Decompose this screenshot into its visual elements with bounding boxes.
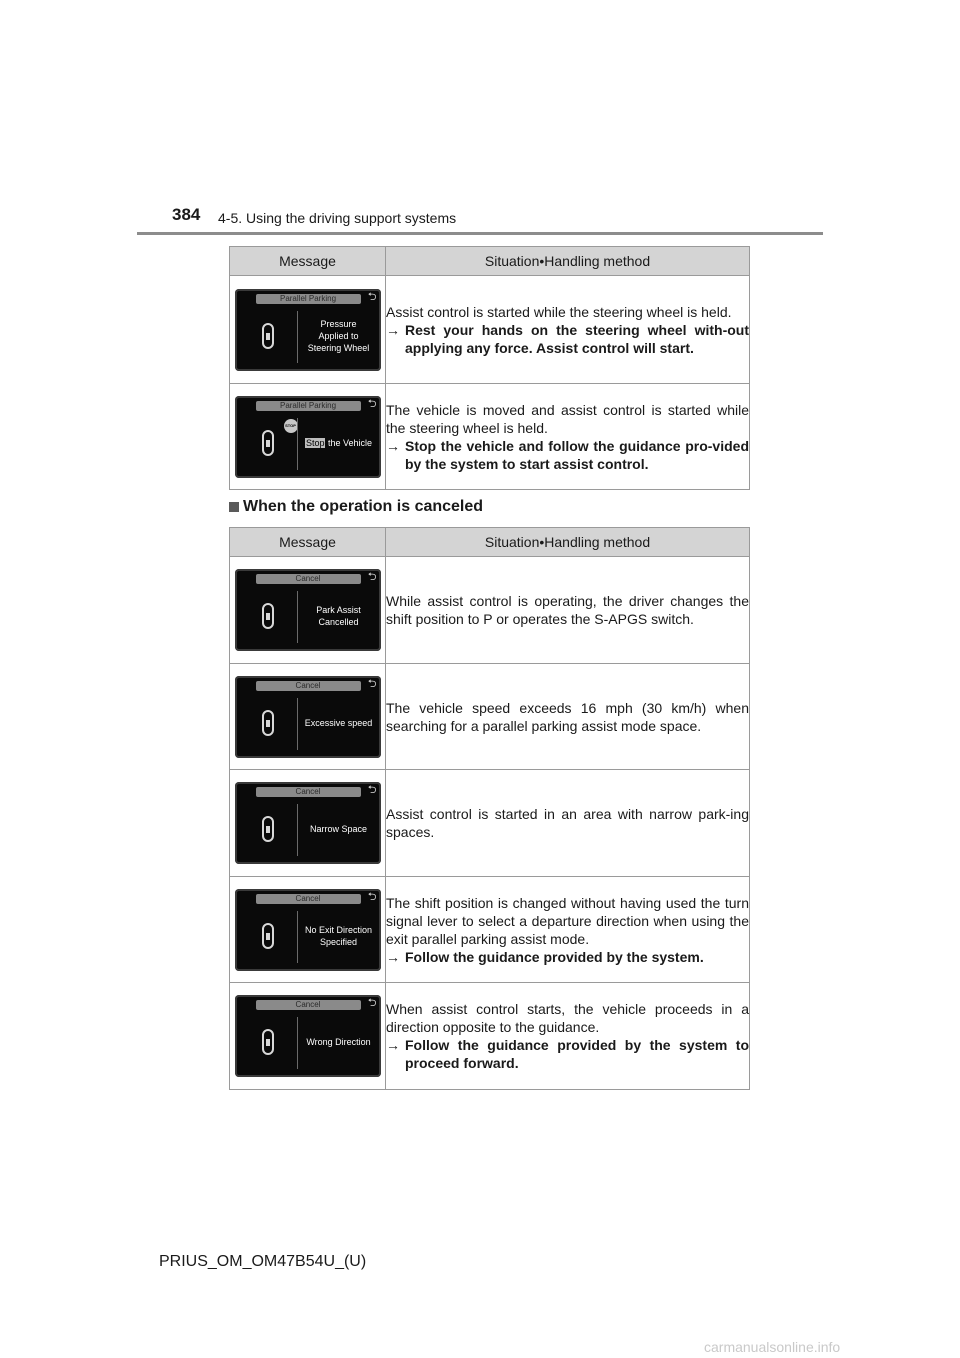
table-row — [230, 770, 750, 877]
display-screen — [235, 569, 381, 651]
column-header-handling: Situation•Handling method — [386, 528, 750, 557]
handling-text: Stop the vehicle and follow the guidance pro-vided by the system to start assist control. — [405, 437, 749, 472]
message-table-parallel-parking — [229, 246, 750, 490]
situation-text: Assist control is started while the steering wheel is held. — [386, 303, 732, 320]
handling-text: Follow the guidance provided by the system. — [405, 948, 704, 965]
arrow-icon: → — [386, 1037, 400, 1053]
car-icon — [262, 603, 274, 629]
table-row — [230, 983, 750, 1090]
screen-divider — [297, 418, 298, 470]
situation-text: The shift position is changed without having used the turn signal lever to select a departure direction when using the exit parallel parking assist mode. — [386, 894, 749, 947]
table-row — [230, 276, 750, 384]
page-number: 384 — [172, 205, 201, 224]
screen-header: Cancel — [256, 1000, 361, 1010]
car-icon — [262, 710, 274, 736]
back-arrow-icon: ⮌ — [367, 677, 377, 690]
display-screen — [235, 289, 381, 371]
display-screen — [235, 396, 381, 478]
arrow-icon: → — [386, 321, 400, 338]
car-icon — [262, 323, 274, 349]
message-table-canceled — [229, 527, 750, 1090]
table-row — [230, 877, 750, 983]
screen-divider — [297, 591, 298, 643]
display-screen — [235, 995, 381, 1077]
screen-divider — [297, 698, 298, 750]
screen-message: No Exit Direction Specified — [304, 924, 373, 947]
screen-message — [299, 412, 379, 474]
screen-message-rest: the Vehicle — [325, 437, 373, 448]
back-arrow-icon: ⮌ — [367, 997, 377, 1009]
back-arrow-icon: ⮌ — [367, 890, 377, 903]
column-header-handling: Situation•Handling method — [386, 247, 750, 276]
arrow-icon: → — [386, 437, 400, 454]
table-row — [230, 557, 750, 664]
back-arrow-icon: ⮌ — [367, 784, 377, 796]
back-arrow-icon: ⮌ — [367, 571, 377, 583]
stop-icon: STOP — [284, 419, 298, 433]
screen-message: Narrow Space — [309, 824, 368, 834]
arrow-icon: → — [386, 948, 400, 965]
situation-text: When assist control starts, the vehicle proceeds in a direction opposite to the guidance. — [386, 1001, 749, 1035]
screen-header: Cancel — [256, 787, 361, 797]
screen-divider — [297, 311, 298, 363]
car-icon — [262, 430, 274, 456]
screen-divider — [297, 1017, 298, 1069]
screen-header: Cancel — [256, 574, 361, 584]
watermark: carmanualsonline.info — [704, 1339, 841, 1355]
handling-text: Follow the guidance provided by the system to proceed forward. — [405, 1037, 749, 1071]
screen-header: Cancel — [256, 681, 361, 691]
situation-text: The vehicle speed exceeds 16 mph (30 km/h) when searching for a parallel parking assist mode space. — [386, 699, 749, 734]
screen-divider — [297, 911, 298, 963]
section-heading: When the operation is canceled — [229, 498, 483, 516]
screen-message: Excessive speed — [304, 717, 373, 728]
column-header-message: Message — [230, 528, 386, 557]
situation-text: While assist control is operating, the driver changes the shift position to P or operates the S-APGS switch. — [386, 593, 749, 627]
situation-text: The vehicle is moved and assist control is started while the steering wheel is held. — [386, 401, 749, 436]
back-arrow-icon: ⮌ — [367, 397, 377, 410]
screen-message: Park Assist Cancelled — [316, 605, 361, 627]
screen-header: Parallel Parking — [256, 401, 361, 411]
screen-divider — [297, 804, 298, 856]
document-code: PRIUS_OM_OM47B54U_(U) — [159, 1253, 367, 1270]
car-icon — [262, 816, 274, 842]
screen-message: Pressure Applied to Steering Wheel — [307, 318, 370, 353]
back-arrow-icon: ⮌ — [367, 290, 377, 303]
display-screen — [235, 889, 381, 971]
screen-message-highlight: Stop — [305, 437, 325, 448]
column-header-message: Message — [230, 247, 386, 276]
screen-header: Cancel — [256, 894, 361, 904]
header-rule — [137, 232, 823, 235]
table-row — [230, 384, 750, 490]
handling-text: Rest your hands on the steering wheel with-out applying any force. Assist control will start. — [405, 321, 749, 356]
display-screen — [235, 782, 381, 864]
screen-message: Wrong Direction — [306, 1037, 371, 1047]
section-title: 4-5. Using the driving support systems — [218, 210, 457, 226]
display-screen — [235, 676, 381, 758]
car-icon — [262, 1029, 274, 1055]
square-bullet-icon — [229, 502, 239, 512]
situation-text: Assist control is started in an area with narrow park-ing spaces. — [386, 806, 749, 840]
car-icon — [262, 923, 274, 949]
screen-header: Parallel Parking — [256, 294, 361, 304]
table-row — [230, 664, 750, 770]
